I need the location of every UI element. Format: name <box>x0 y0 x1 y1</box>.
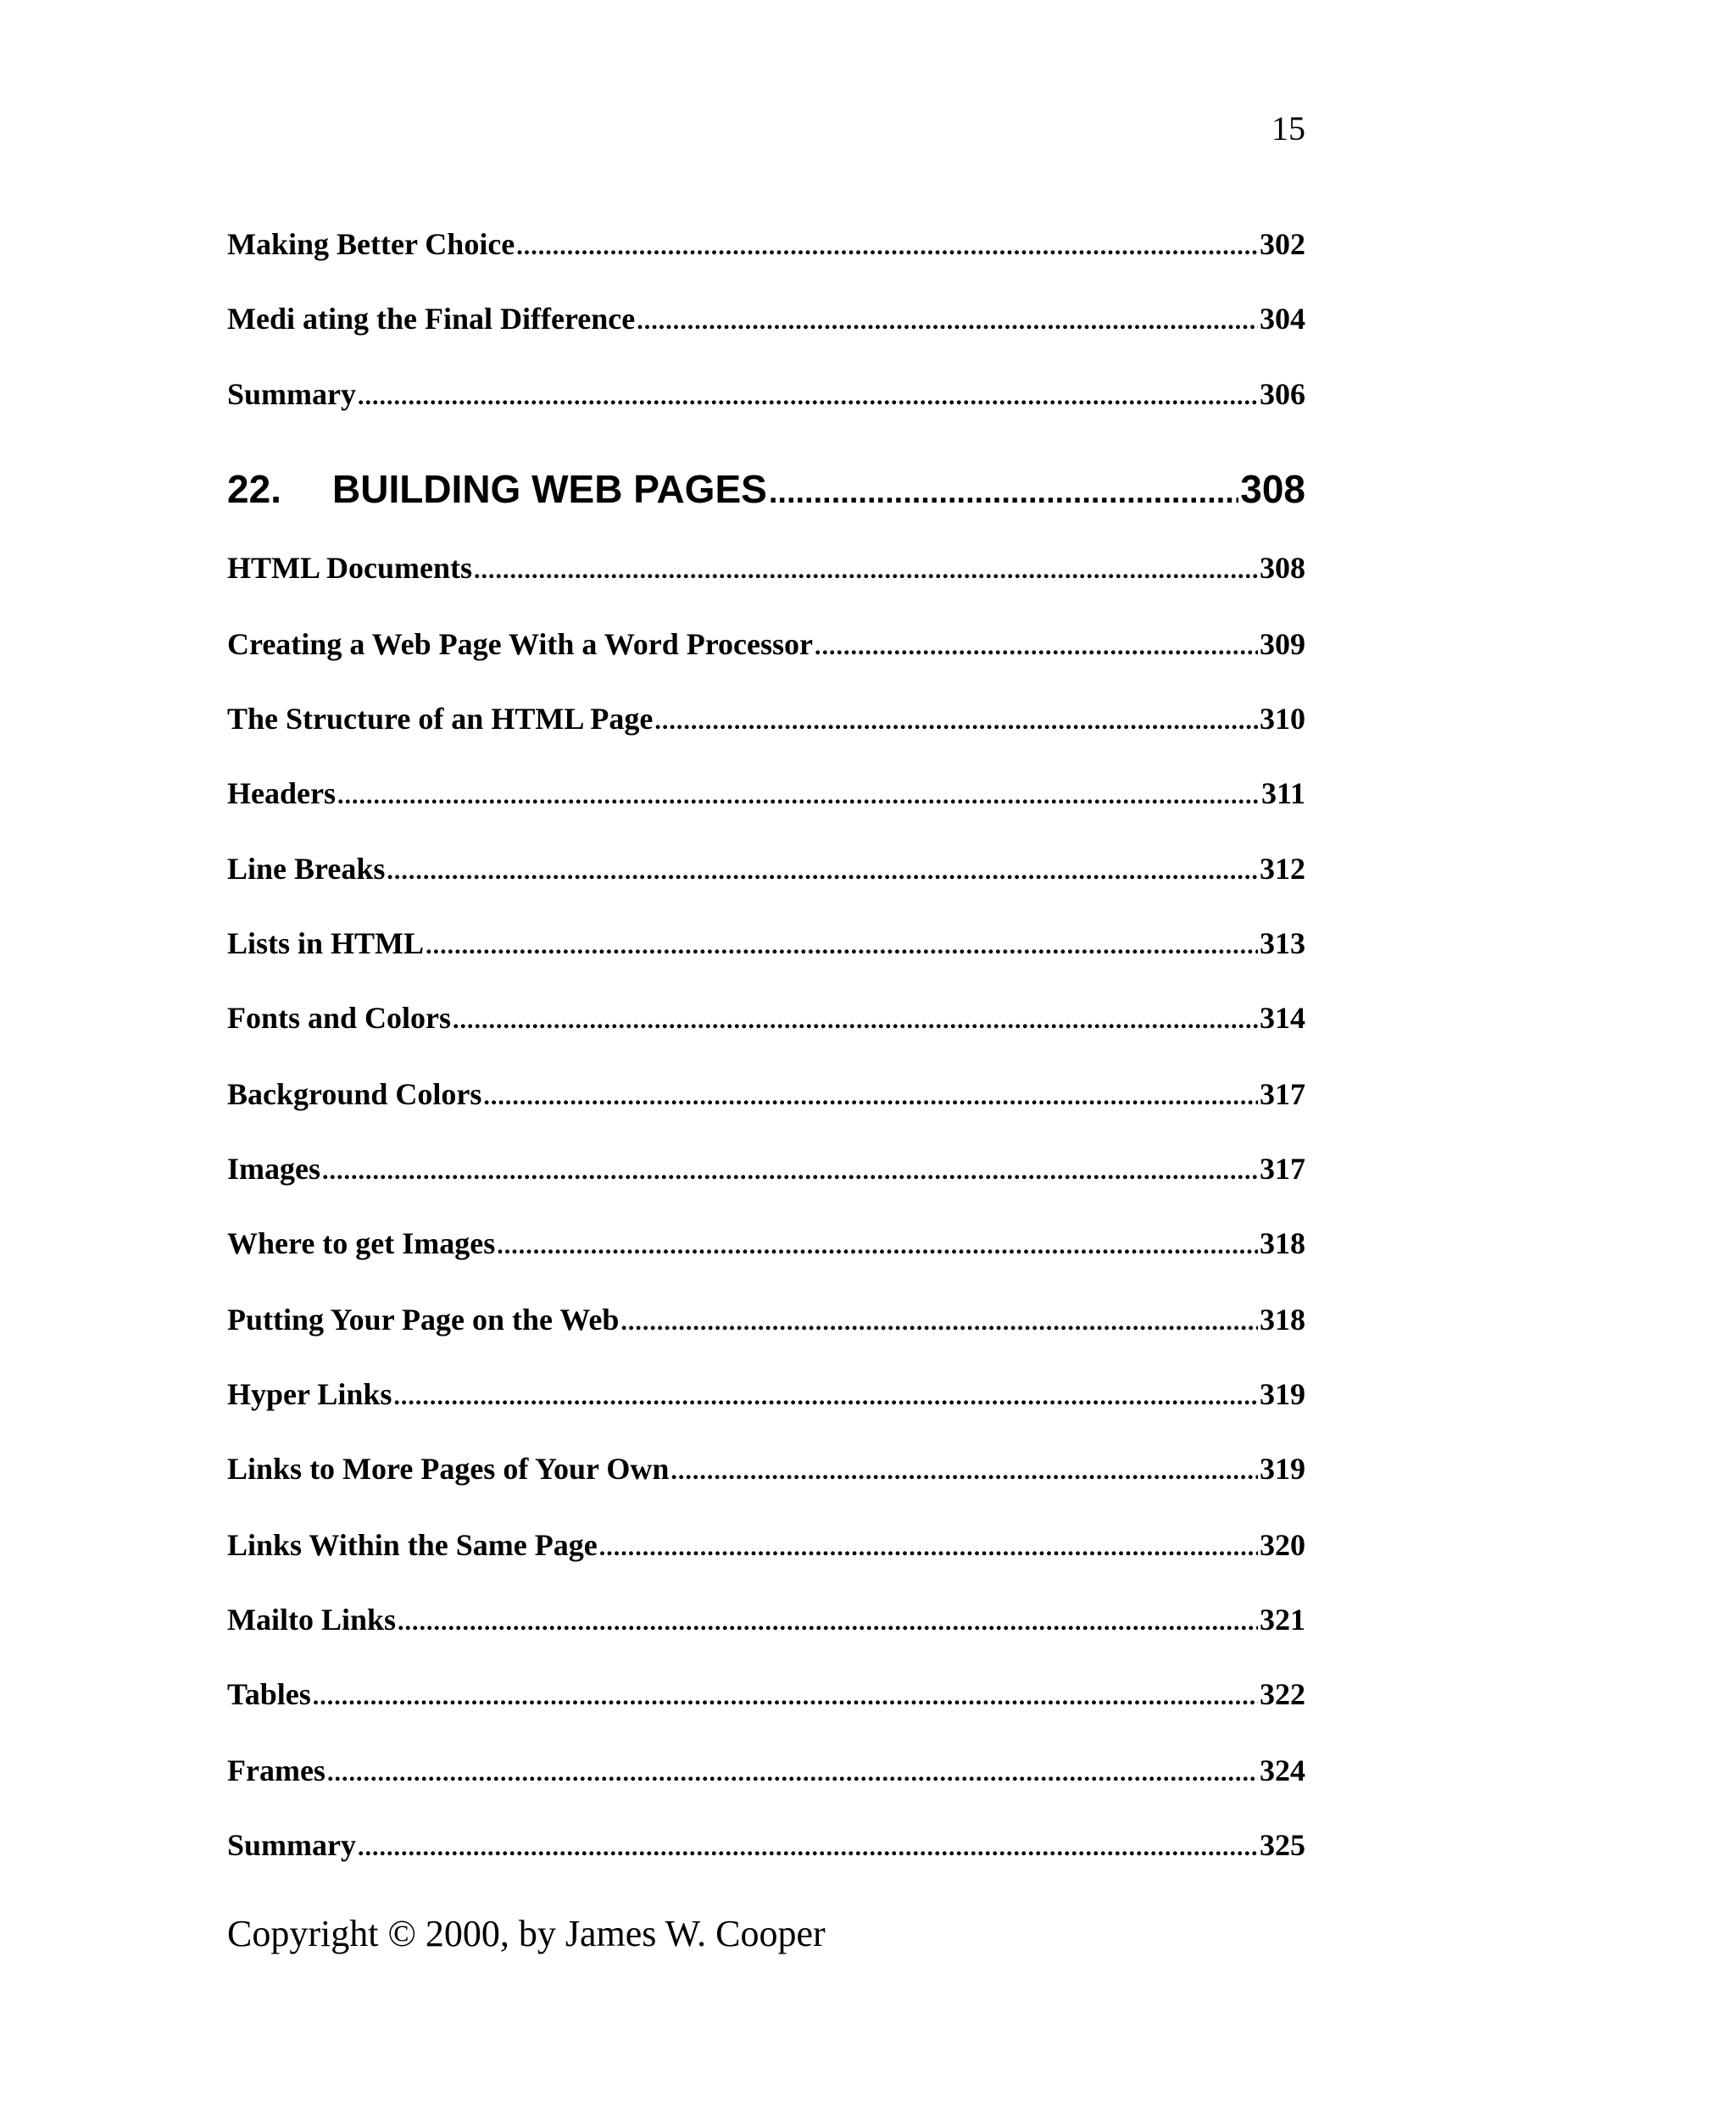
toc-entry <box>227 999 1305 1039</box>
chapter-number: 22. <box>227 467 281 511</box>
dot-leader <box>358 378 1258 415</box>
toc-entry-page: 306 <box>1260 377 1305 411</box>
toc-entry-label: Summary <box>227 377 356 411</box>
toc-entry <box>227 1601 1305 1641</box>
toc-entry <box>227 625 1305 665</box>
toc-entry <box>227 775 1305 814</box>
dot-leader <box>398 1603 1258 1641</box>
dot-leader <box>327 1754 1258 1792</box>
toc-entry-page: 302 <box>1260 227 1305 261</box>
dot-leader <box>516 228 1258 265</box>
dot-leader <box>620 1303 1258 1341</box>
dot-leader <box>337 777 1260 814</box>
toc-chapter-heading <box>227 466 1305 515</box>
toc-entry <box>227 1150 1305 1190</box>
toc-entry-page: 311 <box>1260 776 1305 810</box>
dot-leader <box>815 628 1258 665</box>
copyright-footer: Copyright © 2000, by James W. Cooper <box>227 1913 826 1954</box>
toc-entry <box>227 375 1305 415</box>
chapter-page: 308 <box>1240 467 1305 511</box>
toc-entry-page: 319 <box>1260 1452 1305 1486</box>
toc-entry <box>227 1752 1305 1792</box>
toc-entry <box>227 1676 1305 1715</box>
toc-entry-page: 322 <box>1260 1677 1305 1711</box>
dot-leader <box>483 1078 1258 1115</box>
toc-entry-page: 313 <box>1260 926 1305 960</box>
dot-leader <box>322 1153 1258 1190</box>
toc-entry-page: 318 <box>1260 1226 1305 1260</box>
dot-leader <box>393 1378 1258 1415</box>
toc-entry-page: 317 <box>1260 1077 1305 1111</box>
toc-entry <box>227 1301 1305 1341</box>
toc-entry-page: 321 <box>1260 1603 1305 1637</box>
toc-entry-label: Putting Your Page on the Web <box>227 1303 620 1337</box>
toc-entry-page: 312 <box>1260 852 1305 886</box>
dot-leader <box>599 1529 1258 1566</box>
toc-entry-page: 314 <box>1260 1001 1305 1035</box>
table-of-contents <box>227 0 1305 2112</box>
toc-entry <box>227 1826 1305 1866</box>
toc-entry-page: 304 <box>1260 302 1305 336</box>
toc-entry-page: 320 <box>1260 1528 1305 1562</box>
toc-entry-label: Frames <box>227 1754 326 1787</box>
dot-leader <box>453 1002 1258 1039</box>
dot-leader <box>358 1829 1258 1866</box>
page-number: 15 <box>1271 109 1305 147</box>
toc-entry <box>227 1526 1305 1566</box>
toc-entry <box>227 1376 1305 1415</box>
dot-leader <box>637 303 1258 340</box>
toc-entry-label: Links to More Pages of Your Own <box>227 1452 670 1486</box>
toc-entry-page: 325 <box>1260 1828 1305 1862</box>
toc-entry <box>227 549 1305 589</box>
toc-entry-label: Making Better Choice <box>227 227 515 261</box>
dot-leader <box>474 552 1258 589</box>
toc-entry <box>227 850 1305 890</box>
toc-entry-label: Hyper Links <box>227 1377 392 1411</box>
toc-entry-label: Mailto Links <box>227 1603 397 1637</box>
toc-entry-label: Where to get Images <box>227 1226 496 1260</box>
toc-entry <box>227 300 1305 340</box>
toc-entry <box>227 1075 1305 1115</box>
toc-entry <box>227 700 1305 740</box>
toc-entry-label: Headers <box>227 776 336 810</box>
toc-entry-label: Fonts and Colors <box>227 1001 452 1035</box>
dot-leader <box>670 1453 1258 1490</box>
toc-entry-label: Summary <box>227 1828 356 1862</box>
toc-entry <box>227 1450 1305 1490</box>
toc-entry-page: 308 <box>1260 551 1305 585</box>
chapter-title: BUILDING WEB PAGES <box>332 467 767 511</box>
toc-entry-label: Creating a Web Page With a Word Processor <box>227 627 813 661</box>
toc-entry-page: 310 <box>1260 702 1305 736</box>
toc-entry-label: Medi ating the Final Difference <box>227 302 636 336</box>
dot-leader <box>769 470 1238 515</box>
toc-entry-label: HTML Documents <box>227 551 473 585</box>
dot-leader <box>497 1227 1258 1264</box>
toc-entry-label: Background Colors <box>227 1077 482 1111</box>
toc-entry-page: 309 <box>1260 627 1305 661</box>
toc-entry-label: Links Within the Same Page <box>227 1528 598 1562</box>
toc-entry-label: Line Breaks <box>227 852 386 886</box>
toc-entry <box>227 925 1305 964</box>
toc-entry-page: 324 <box>1260 1754 1305 1787</box>
toc-entry <box>227 225 1305 265</box>
toc-entry-page: 317 <box>1260 1152 1305 1186</box>
dot-leader <box>387 853 1258 890</box>
toc-entry-label: Images <box>227 1152 320 1186</box>
dot-leader <box>313 1678 1258 1715</box>
toc-entry <box>227 1225 1305 1264</box>
toc-entry-label: Lists in HTML <box>227 926 425 960</box>
toc-entry-label: The Structure of an HTML Page <box>227 702 654 736</box>
toc-entry-page: 319 <box>1260 1377 1305 1411</box>
dot-leader <box>426 927 1258 964</box>
toc-entry-label: Tables <box>227 1677 311 1711</box>
toc-entry-page: 318 <box>1260 1303 1305 1337</box>
dot-leader <box>654 703 1258 740</box>
